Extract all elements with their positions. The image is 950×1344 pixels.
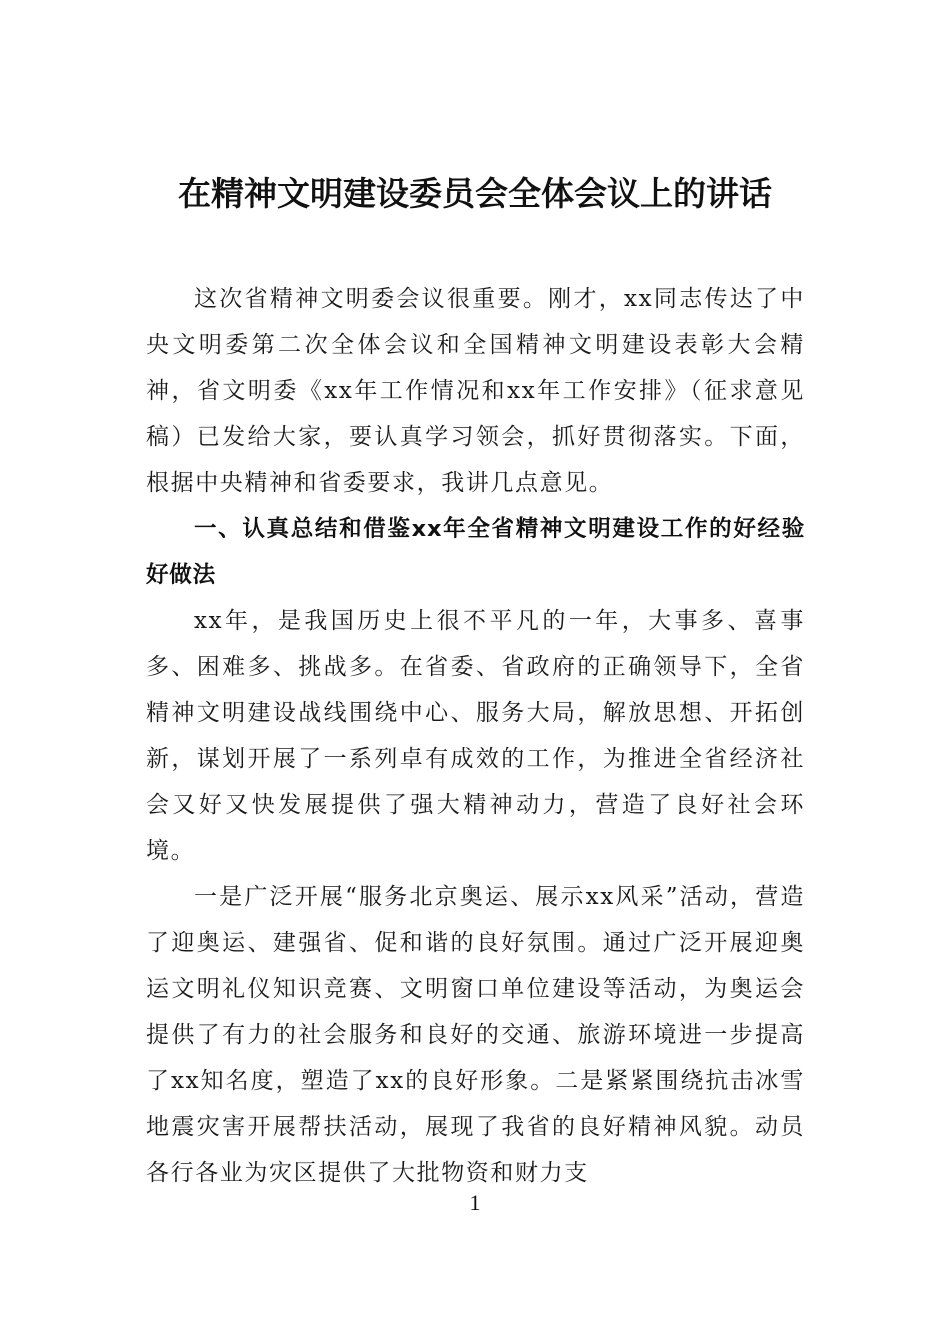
paragraph-summary: xx年，是我国历史上很不平凡的一年，大事多、喜事多、困难多、挑战多。在省委、省政府的正确领导下，全省精神文明建设战线围绕中心、服务大局，解放思想、开拓创新，谋划开展了一系列卓有成效的工作，为推进全省经济社会又好又快发展提供了强大精神动力，营造了良好社会环境。 xyxy=(146,608,805,864)
page-number: 1 xyxy=(469,1190,481,1215)
section-heading-1: 一、认真总结和借鉴xx年全省精神文明建设工作的好经验好做法 xyxy=(146,516,805,588)
paragraph-activities: 一是广泛开展“服务北京奥运、展示xx风采”活动，营造了迎奥运、建强省、促和谐的良好氛围。通过广泛开展迎奥运文明礼仪知识竞赛、文明窗口单位建设等活动，为奥运会提供了有力的社会服务和良好的交通、旅游环境进一步提高了xx知名度，塑造了xx的良好形象。二是紧紧围绕抗击冰雪地震灾害开展帮扶活动，展现了我省的良好精神风貌。动员各行各业为灾区提供了大批物资和财力支 xyxy=(146,884,805,1186)
document-body xyxy=(146,276,805,1196)
paragraph-intro: 这次省精神文明委会议很重要。刚才，xx同志传达了中央文明委第二次全体会议和全国精神文明建设表彰大会精神，省文明委《xx年工作情况和xx年工作安排》（征求意见稿）已发给大家，要认真学习领会，抓好贯彻落实。下面，根据中央精神和省委要求，我讲几点意见。 xyxy=(146,286,805,496)
document-title: 在精神文明建设委员会全体会议上的讲话 xyxy=(178,174,772,213)
